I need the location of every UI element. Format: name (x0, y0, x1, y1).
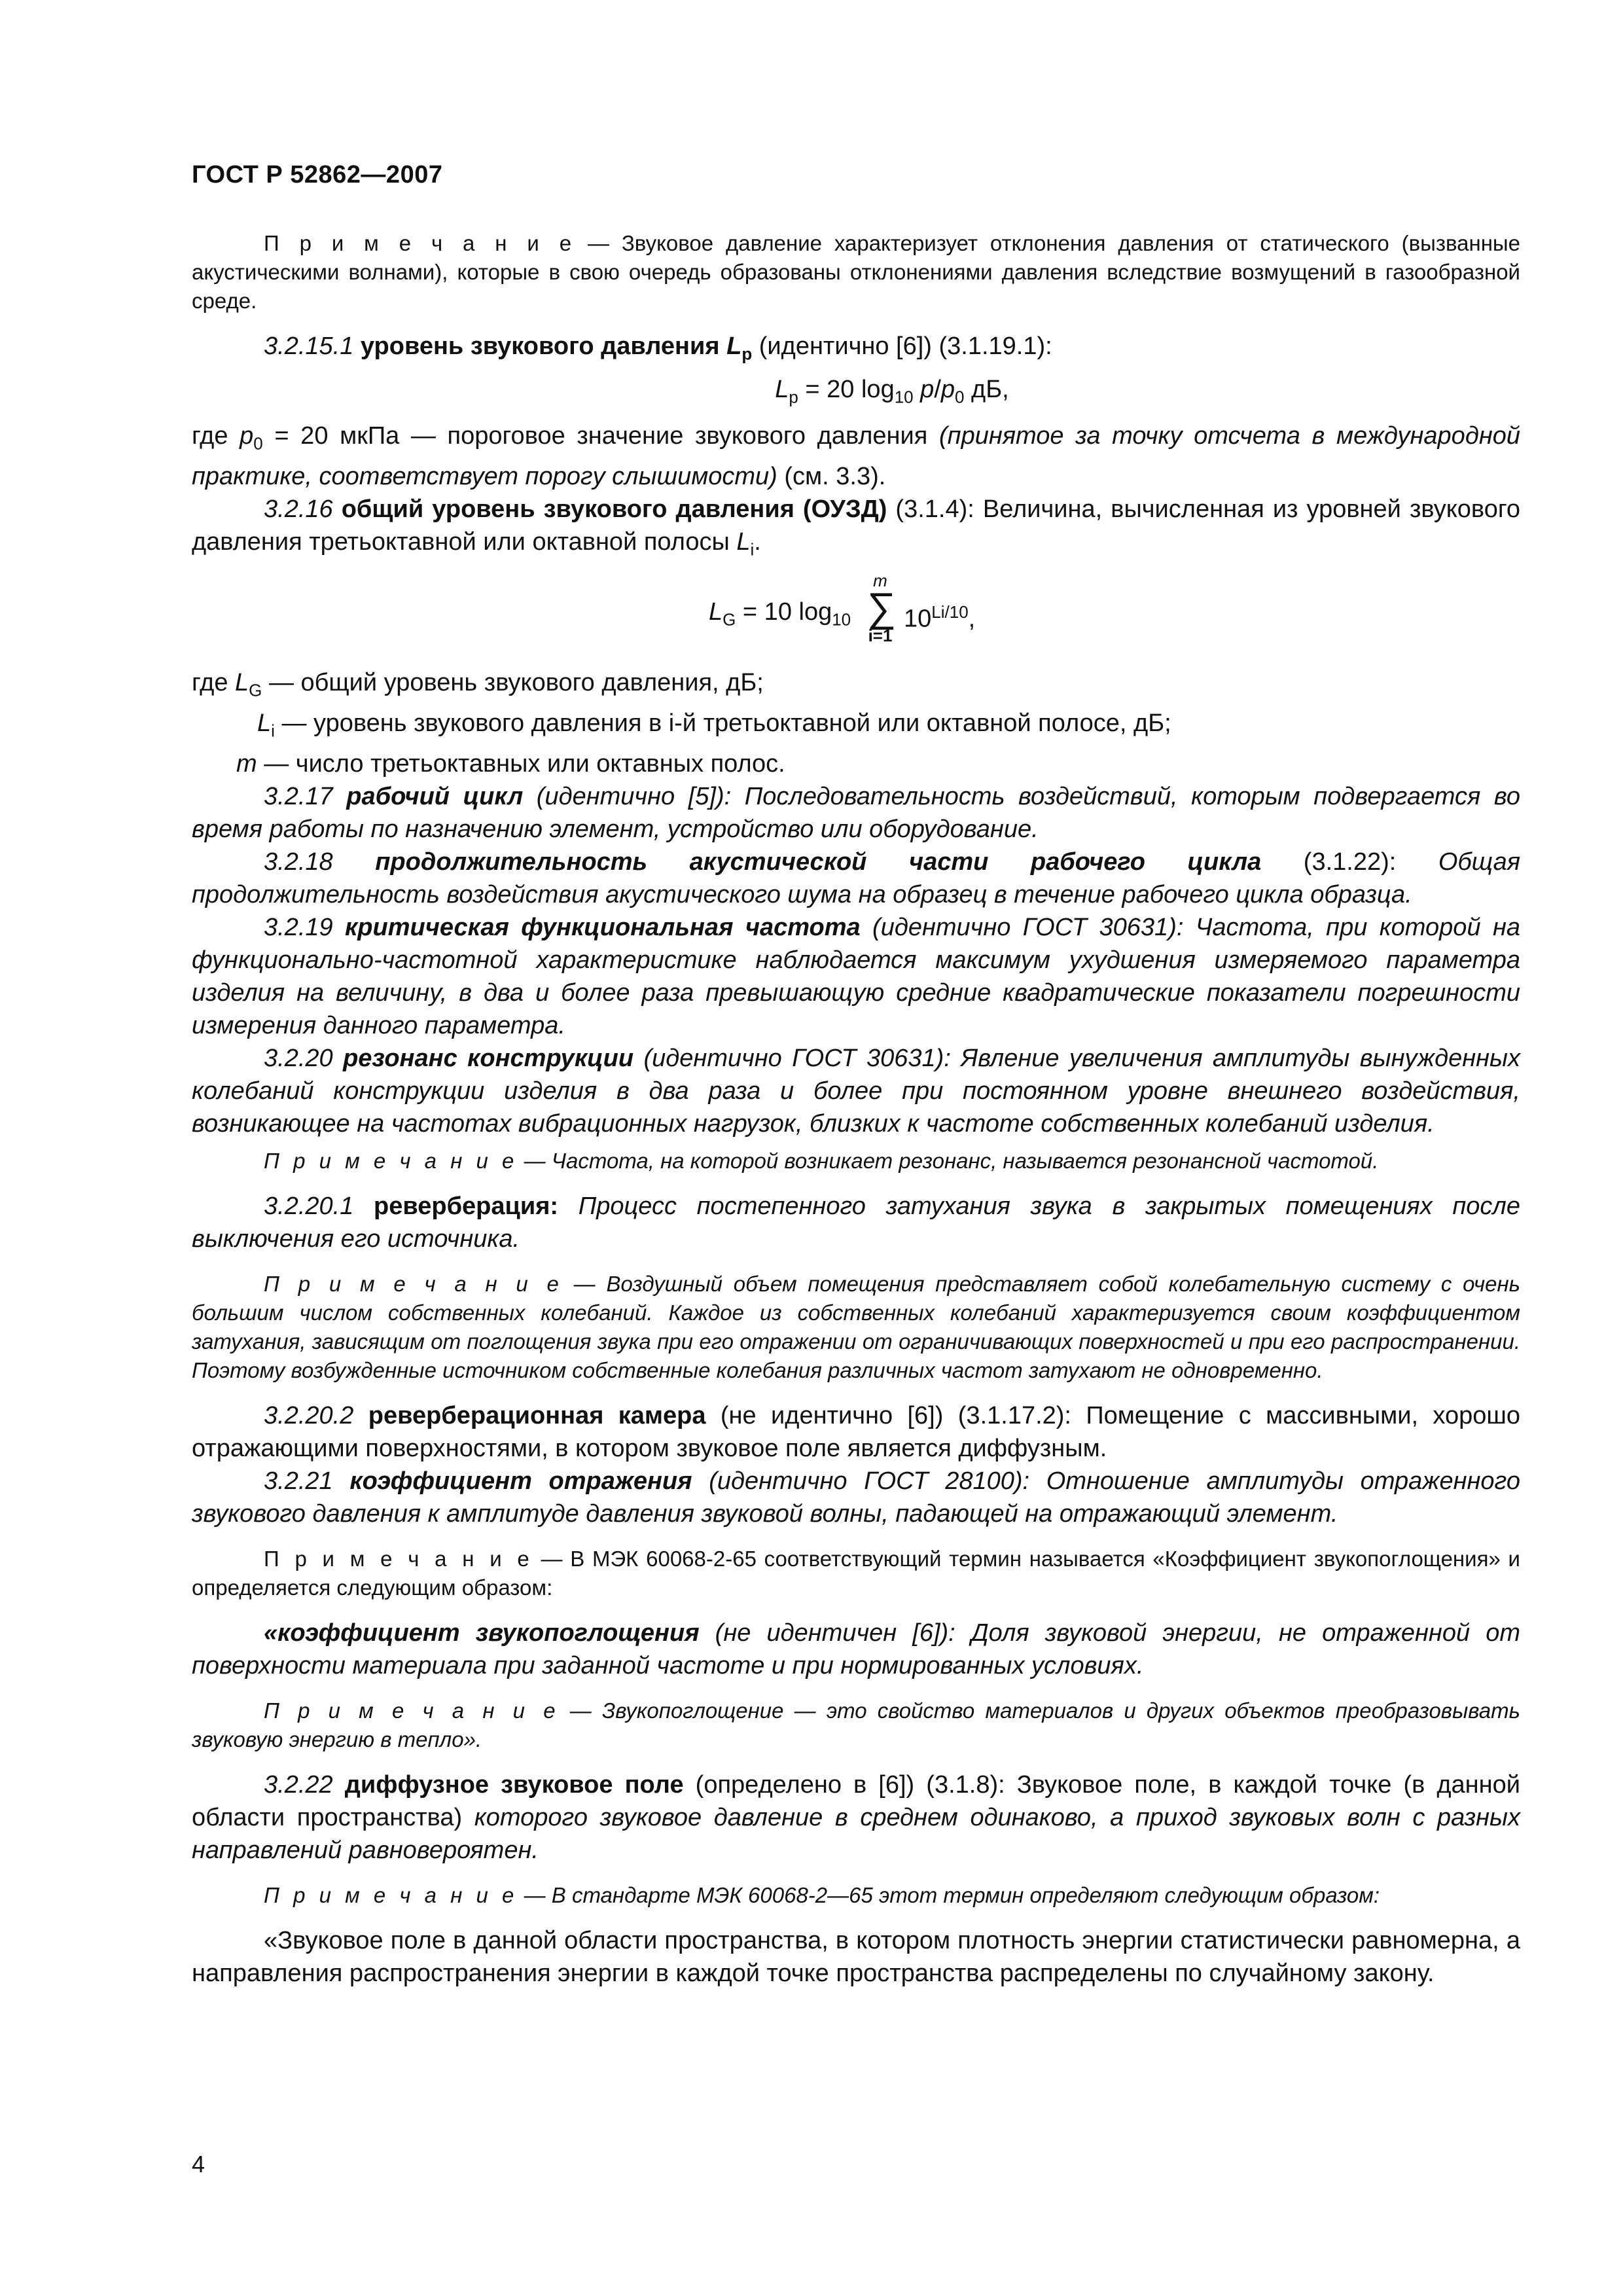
note-reverberation (192, 1270, 1520, 1385)
page-number: 4 (192, 2151, 205, 2178)
term-number: 3.2.20.2 (264, 1401, 354, 1429)
term-text: (3.1.4): Величина, вычисленная из уровней звукового давления третьоктавной или октавной полосы (192, 495, 1520, 556)
term-text: (не идентичен [6]): Доля звуковой энергии, не отраженной от поверхности материала при заданной частоте и при нормированных условиях. (192, 1619, 1520, 1679)
term-3-2-16: 3.2.16 общий уровень звукового давления (ОУЗД) (3.1.4): Величина, вычисленная из уровней звукового давления третьоктавной или октавной полосы $L_i$. (192, 495, 1520, 560)
document-header: ГОСТ Р 52862—2007 (192, 161, 443, 188)
term-number: 3.2.19 (264, 913, 333, 941)
note-text: — В МЭК 60068-2-65 соответствующий термин называется «Коэффициент звукопоглощения» и определяется следующим образом: (192, 1546, 1520, 1600)
term-number: 3.2.16 (264, 495, 333, 523)
term-title: реверберация: (374, 1192, 559, 1220)
note-label: П р и м е ч а н и е (264, 1882, 518, 1907)
note-iec-absorption (192, 1545, 1520, 1602)
quote-diffuse-field: «Звуковое поле в данной области пространства, в котором плотность энергии статистически равномерна, а направления распространения энергии в каждой точке пространства распределены по случайному закону. (192, 1926, 1520, 1987)
term-title: общий уровень звукового давления (ОУЗД) (341, 495, 887, 523)
formula-lg: $L_G = 10$ $\log_{10}$ m ∑ i=1 $10^{Li/10}$, (709, 571, 976, 646)
term-3-2-18: 3.2.18 продолжительность акустической части рабочего цикла (3.1.22): Общая продолжительность воздействия акустического шума на образец в течение рабочего цикла образца. (192, 848, 1521, 908)
note-sound-pressure (192, 229, 1520, 315)
term-text: (идентично [6]) (3.1.19.1): (752, 332, 1052, 360)
term-symbol: L (726, 332, 742, 360)
note-text: — Звукопоглощение — это свойство материалов и других объектов преобразовывать звуковую энергию в тепло». (192, 1698, 1520, 1751)
note-label: П р и м е ч а н и е (264, 1271, 563, 1296)
note-label: П р и м е ч а н и е (264, 1698, 560, 1723)
term-number: 3.2.22 (264, 1770, 333, 1799)
note-label: П р и м е ч а н и е (264, 1148, 518, 1173)
note-absorption (192, 1696, 1520, 1754)
term-number: 3.2.17 (264, 782, 333, 810)
term-title: диффузное звуковое поле (344, 1770, 684, 1799)
note-text: — Воздушный объем помещения представляет собой колебательную систему с очень большим числом собственных колебаний. Каждое из собственных колебаний характеризуется своим коэффициентом затухания, зависящим от поглощения звука при его отражении от ограничивающих поверхностей и при его распространении. Поэтому возбужденные источником собственные колебания различных частот затухают не одновременно. (192, 1271, 1520, 1382)
term-number: 3.2.15.1 (264, 332, 354, 360)
term-3-2-22: 3.2.22 диффузное звуковое поле (определено в [6]) (3.1.8): Звуковое поле, в каждой точке (в данной области пространства) которого звуковое давление в среднем одинаково, а приход звуковых волн с разных направлений равновероятен. (192, 1770, 1521, 1864)
term-title: продолжительность акустической части рабочего цикла (375, 848, 1262, 876)
term-text: Общая продолжительность воздействия акустического шума на образец в течение рабочего цикла образца. (192, 848, 1521, 908)
term-3-2-21 (192, 1465, 1520, 1530)
term-title: рабочий цикл (346, 782, 524, 810)
term-title: резонанс конструкции (343, 1044, 634, 1072)
term-number: 3.2.18 (264, 848, 333, 876)
term-text: (идентично [5]): Последовательность воздействий, которым подвергается во время работы по назначению элемент, устройство или оборудование. (192, 782, 1521, 843)
term-number: 3.2.20 (264, 1044, 333, 1072)
note-label: П р и м е ч а н и е (264, 231, 576, 255)
document-body (192, 229, 1520, 1990)
term-symbol-sub: p (741, 344, 753, 364)
term-text: (идентично ГОСТ 28100): Отношение амплитуды отраженного звукового давления к амплитуде давления звуковой волны, падающей на отражающий элемент. (192, 1467, 1520, 1528)
note-text: — Звуковое давление характеризует отклонения давления от статического (вызванные акустическими волнами), которые в свою очередь образованы отклонениями давления вследствие возмущений в газообразной среде. (192, 231, 1521, 313)
term-text: (идентично ГОСТ 30631): Частота, при которой на функционально-частотной характеристике наблюдается максимум ухудшения измеряемого параметра изделия на величину, в два и более раза превышающую средние квадратические показатели погрешности измерения данного параметра. (192, 913, 1521, 1039)
term-text: (идентично ГОСТ 30631): Явление увеличения амплитуды вынужденных колебаний конструкции изделия в два раза и более при постоянном уровне внешнего воздействия, возникающее на частотах вибрационных нагрузок, близких к частоте собственных колебаний изделия. (192, 1044, 1520, 1138)
quote-absorption-coefficient (192, 1617, 1520, 1682)
note-text: — В стандарте МЭК 60068-2—65 этот термин определяют следующим образом: (518, 1882, 1380, 1907)
term-title: коэффициент отражения (349, 1467, 692, 1495)
term-3-2-17 (192, 780, 1520, 846)
formula-lg-where-2: $L_i$ — уровень звукового давления в i-й третьоктавной или октавной полосе, дБ; (257, 709, 1171, 741)
term-title: уровень звукового давления (360, 332, 727, 360)
term-text: (не идентично [6]) (3.1.17.2): Помещение с массивными, хорошо отражающими поверхностями, в котором звуковое поле является диффузным. (192, 1401, 1520, 1462)
formula-lg-where-1: где $L_G$ — общий уровень звукового давления, дБ; (192, 669, 764, 700)
formula-lp-where: где $p_0 = 20$ мкПа — пороговое значение звукового давления (принятое за точку отсчета в международной практике, соответствует порогу слышимости) (см. 3.3). (192, 422, 1521, 490)
term-3-2-19 (192, 911, 1520, 1042)
term-3-2-15-1 (192, 330, 1520, 370)
note-text: — Частота, на которой возникает резонанс, называется резонансной частотой. (518, 1148, 1379, 1173)
term-number: 3.2.20.1 (264, 1192, 354, 1220)
term-3-2-20-2 (192, 1399, 1520, 1465)
term-title: реверберационная камера (368, 1401, 706, 1429)
term-number: 3.2.21 (264, 1467, 333, 1495)
note-label: П р и м е ч а н и е (264, 1546, 533, 1571)
note-resonance (192, 1147, 1520, 1175)
term-3-2-20-1 (192, 1190, 1520, 1255)
formula-lp: $L_p = 20$ $\log_{10} p/p_0$ дБ, (775, 375, 1009, 407)
term-3-2-20 (192, 1042, 1520, 1140)
summation-sign: m ∑ i=1 (867, 571, 897, 646)
formula-lg-where-3: m — число третьоктавных или октавных полос. (236, 749, 785, 778)
term-title: «коэффициент звукопоглощения (264, 1619, 700, 1647)
term-text: которого звуковое давление в среднем одинаково, а приход звуковых волн с разных направлений равновероятен. (192, 1803, 1521, 1864)
note-iec-diffuse (192, 1881, 1520, 1910)
term-title: критическая функциональная частота (345, 913, 861, 941)
term-text: Процесс постепенного затухания звука в закрытых помещениях после выключения его источника. (192, 1192, 1520, 1253)
